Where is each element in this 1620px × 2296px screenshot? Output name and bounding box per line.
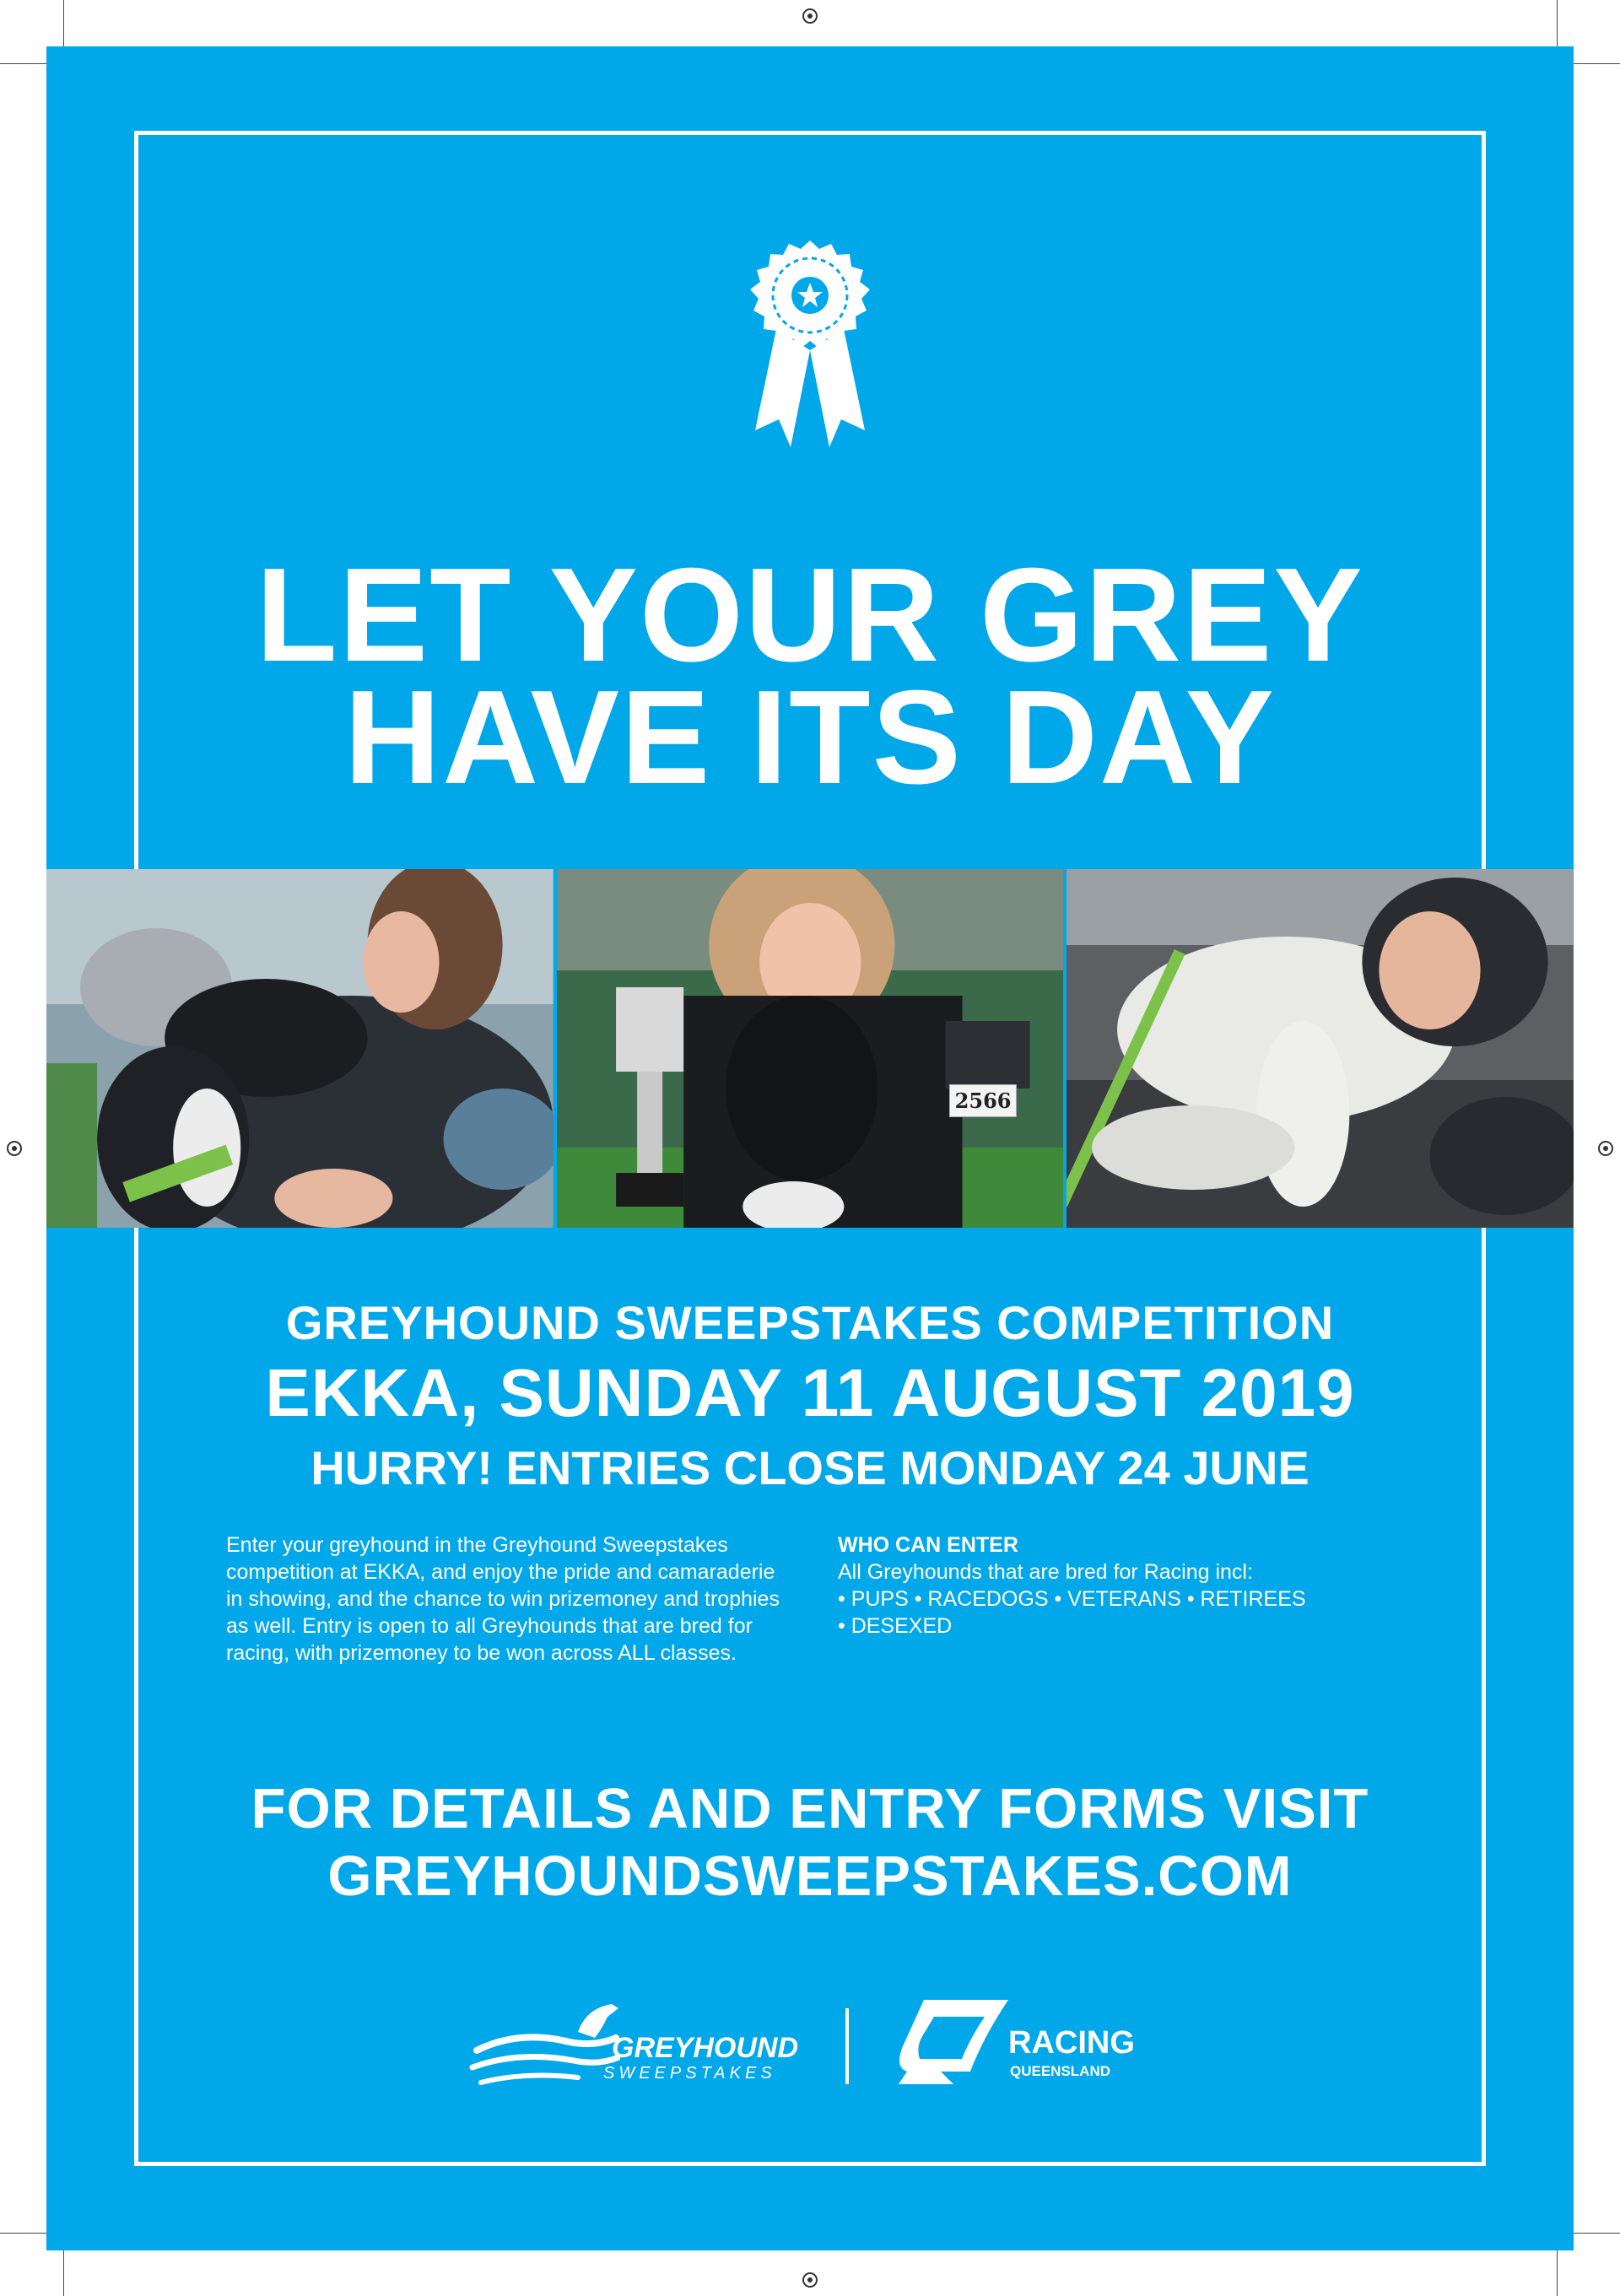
photo-strip [46,869,1574,1228]
crop-mark [1557,0,1558,51]
headline-line-2: HAVE ITS DAY [344,663,1276,812]
racing-queensland-mark-icon [890,1987,1017,2097]
greyhound-sweepstakes-logo [468,1983,823,2110]
award-ribbon-icon [738,240,882,451]
photo-boy-with-white-greyhound [1066,869,1574,1228]
crop-mark [0,63,51,64]
who-can-enter-heading: WHO CAN ENTER [838,1533,1018,1557]
intro-paragraph: Enter your greyhound in the Greyhound Sweepstakes competition at EKKA, and enjoy the pride and camaraderie in showing, and the chance to win prizemoney and trophies as well. Entry is open to all Greyhounds that are bred for racing, with prizemoney to be won across ALL classes. [226,1533,780,1665]
event-date: EKKA, SUNDAY 11 AUGUST 2019 [265,1355,1355,1430]
crop-mark [63,0,64,51]
registration-mark-icon [802,2272,818,2288]
registration-mark-icon [7,1141,22,1156]
crop-mark [1569,63,1620,64]
who-can-enter-categories: • PUPS • RACEDOGS • VETERANS • RETIREES [838,1587,1306,1611]
logo-bar [468,1983,1228,2110]
gs-logo-name: GREYHOUND [612,2032,799,2064]
racing-queensland-logo [890,1983,1194,2110]
gs-logo-subname: SWEEPSTAKES [603,2064,776,2083]
registration-mark-icon [1598,1141,1613,1156]
poster [46,46,1574,2250]
greyhound-waves-icon [468,1991,620,2101]
rq-logo-subname: QUEENSLAND [1010,2063,1111,2079]
photo-girl-with-trophy [557,869,1064,1228]
who-can-enter-categories: • DESEXED [838,1614,953,1638]
logo-divider [845,2008,849,2084]
crop-mark [63,2245,64,2296]
who-can-enter [838,1532,1395,1640]
crop-mark [0,2233,51,2234]
who-can-enter-line: All Greyhounds that are bred for Racing incl: [838,1560,1253,1584]
photo-woman-kissing-greyhound [46,869,554,1228]
crop-mark [1557,2245,1558,2296]
crop-mark [1569,2233,1620,2234]
rq-logo-name: RACING [1008,2025,1135,2061]
website-url[interactable]: GREYHOUNDSWEEPSTAKES.COM [327,1845,1293,1908]
headline-line-1: LET YOUR GREY [256,541,1364,689]
registration-mark-icon [802,8,818,24]
entry-deadline: HURRY! ENTRIES CLOSE MONDAY 24 JUNE [310,1441,1310,1494]
race-bib-number: 2566 [949,1084,1018,1117]
competition-title: GREYHOUND SWEEPSTAKES COMPETITION [285,1296,1335,1349]
cta-line-1: FOR DETAILS AND ENTRY FORMS VISIT [251,1777,1369,1840]
